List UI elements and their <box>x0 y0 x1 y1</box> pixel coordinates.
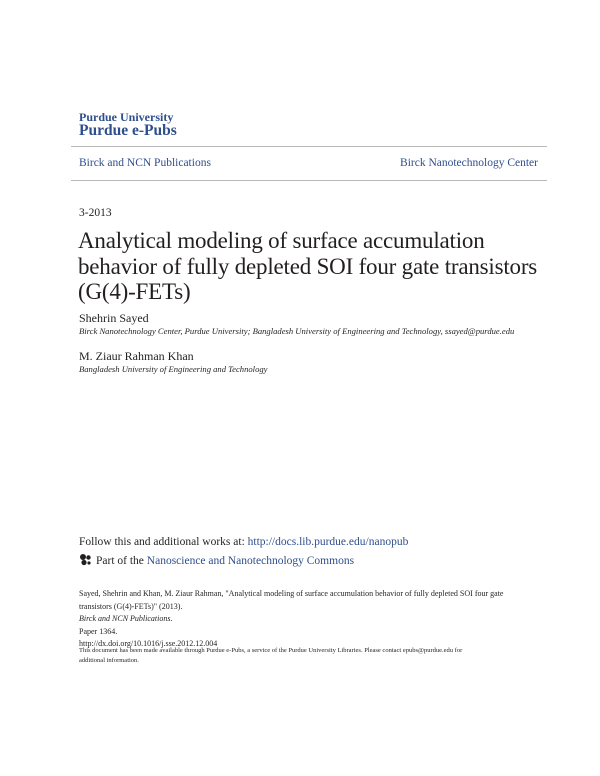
recommended-citation <box>79 588 529 651</box>
author-affiliation: Bangladesh University of Engineering and Technology <box>79 364 268 374</box>
follow-line <box>79 536 408 548</box>
top-divider <box>71 146 547 147</box>
repository-name[interactable]: Purdue e-Pubs <box>79 122 177 139</box>
citation-journal: Birck and NCN Publications. <box>79 614 173 623</box>
citation-doi[interactable]: http://dx.doi.org/10.1016/j.sse.2012.12.004 <box>79 639 218 648</box>
citation-line <box>79 601 529 639</box>
commons-network-icon <box>79 553 92 566</box>
availability-notice <box>79 646 539 666</box>
notice-line: additional information. <box>79 657 139 664</box>
partof-text: Part of the <box>96 555 147 567</box>
author-affiliation: Birck Nanotechnology Center, Purdue University; Bangladesh University of Engineering and Technology, ssayed@purdue.edu <box>79 326 515 336</box>
discipline-line <box>79 553 354 567</box>
university-name[interactable]: Purdue University <box>79 110 174 124</box>
paper-title <box>78 228 548 305</box>
citation-line: Sayed, Shehrin and Khan, M. Ziaur Rahman, "Analytical modeling of surface accumulation behavior of fully depleted SOI four gate <box>79 589 504 598</box>
title-line: Analytical modeling of surface accumulation <box>78 228 485 253</box>
follow-text: Follow this and additional works at: <box>79 536 248 548</box>
discipline-link[interactable]: Nanoscience and Nanotechnology Commons <box>146 555 355 567</box>
collection-link-left[interactable]: Birck and NCN Publications <box>79 157 211 169</box>
citation-title-end: transistors (G(4)-FETs)" (2013). <box>79 601 183 611</box>
author-name: Shehrin Sayed <box>79 311 149 325</box>
title-line: (G(4)-FETs) <box>78 279 191 304</box>
notice-line: This document has been made available through Purdue e-Pubs, a service of the Purdue University Libraries. Please contact epubs@purdue.edu for <box>79 647 463 654</box>
author-name: M. Ziaur Rahman Khan <box>79 349 194 363</box>
title-line: behavior of fully depleted SOI four gate transistors <box>78 253 538 279</box>
bottom-divider <box>71 180 547 181</box>
collection-link-right[interactable]: Birck Nanotechnology Center <box>400 157 538 169</box>
collection-url-link[interactable]: http://docs.lib.purdue.edu/nanopub <box>247 536 409 548</box>
citation-paper: Paper 1364. <box>79 626 118 636</box>
publication-date: 3-2013 <box>79 207 112 219</box>
